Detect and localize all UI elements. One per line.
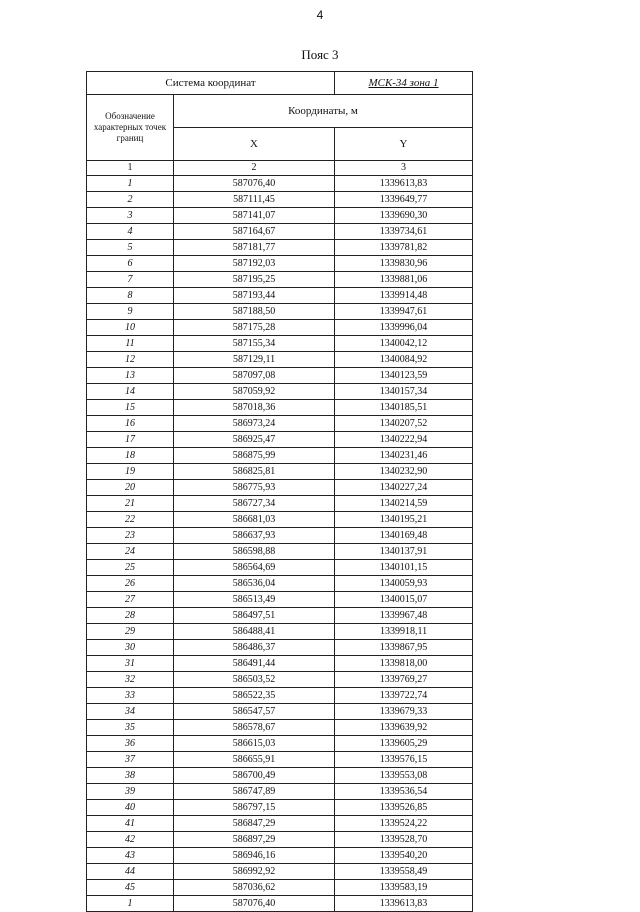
point-label: 45 — [87, 880, 174, 896]
y-value: 1339649,77 — [335, 192, 473, 208]
table-row — [87, 688, 473, 704]
table-row — [87, 256, 473, 272]
y-value: 1339524,22 — [335, 816, 473, 832]
y-value: 1339536,54 — [335, 784, 473, 800]
x-value: 587111,45 — [174, 192, 335, 208]
y-value: 1340059,93 — [335, 576, 473, 592]
x-value: 586513,49 — [174, 592, 335, 608]
y-value: 1339605,29 — [335, 736, 473, 752]
table-row — [87, 480, 473, 496]
point-label: 18 — [87, 448, 174, 464]
table-row — [87, 448, 473, 464]
point-label: 36 — [87, 736, 174, 752]
table-row — [87, 720, 473, 736]
point-label: 27 — [87, 592, 174, 608]
table-row — [87, 624, 473, 640]
y-value: 1340185,51 — [335, 400, 473, 416]
x-value: 587175,28 — [174, 320, 335, 336]
point-label: 5 — [87, 240, 174, 256]
x-value: 586825,81 — [174, 464, 335, 480]
y-value: 1340227,24 — [335, 480, 473, 496]
point-label: 30 — [87, 640, 174, 656]
point-label: 17 — [87, 432, 174, 448]
x-value: 586578,67 — [174, 720, 335, 736]
x-value: 587155,34 — [174, 336, 335, 352]
table-row — [87, 192, 473, 208]
point-label: 40 — [87, 800, 174, 816]
point-label: 21 — [87, 496, 174, 512]
table-row — [87, 704, 473, 720]
y-value: 1339583,19 — [335, 880, 473, 896]
point-label: 4 — [87, 224, 174, 240]
x-value: 587059,92 — [174, 384, 335, 400]
point-label: 15 — [87, 400, 174, 416]
table-row — [87, 336, 473, 352]
table-row — [87, 848, 473, 864]
table-row — [87, 800, 473, 816]
coordinates-table-body — [87, 72, 473, 912]
y-value: 1340157,34 — [335, 384, 473, 400]
table-row — [87, 560, 473, 576]
x-value: 587076,40 — [174, 896, 335, 912]
column-number-3: 3 — [335, 161, 473, 176]
x-value: 587076,40 — [174, 176, 335, 192]
x-value: 586897,29 — [174, 832, 335, 848]
y-value: 1339967,48 — [335, 608, 473, 624]
point-label: 42 — [87, 832, 174, 848]
y-value: 1340015,07 — [335, 592, 473, 608]
table-row — [87, 544, 473, 560]
y-value: 1339867,95 — [335, 640, 473, 656]
point-label: 38 — [87, 768, 174, 784]
y-value: 1339914,48 — [335, 288, 473, 304]
x-value: 587097,08 — [174, 368, 335, 384]
x-value: 586536,04 — [174, 576, 335, 592]
table-row — [87, 288, 473, 304]
y-value: 1339679,33 — [335, 704, 473, 720]
table-row — [87, 640, 473, 656]
x-value: 587129,11 — [174, 352, 335, 368]
table-row — [87, 752, 473, 768]
x-value: 586992,92 — [174, 864, 335, 880]
table-row — [87, 400, 473, 416]
x-value: 586503,52 — [174, 672, 335, 688]
y-value: 1340101,15 — [335, 560, 473, 576]
point-label: 16 — [87, 416, 174, 432]
y-value: 1339769,27 — [335, 672, 473, 688]
table-row — [87, 608, 473, 624]
table-row — [87, 896, 473, 912]
point-label: 8 — [87, 288, 174, 304]
x-value: 586615,03 — [174, 736, 335, 752]
table-row — [87, 432, 473, 448]
y-value: 1339639,92 — [335, 720, 473, 736]
table-row — [87, 672, 473, 688]
point-label: 19 — [87, 464, 174, 480]
y-value: 1339558,49 — [335, 864, 473, 880]
y-value: 1340084,92 — [335, 352, 473, 368]
point-label: 29 — [87, 624, 174, 640]
y-value: 1339690,30 — [335, 208, 473, 224]
y-value: 1339947,61 — [335, 304, 473, 320]
table-row — [87, 464, 473, 480]
table-row — [87, 368, 473, 384]
point-label: 6 — [87, 256, 174, 272]
point-label: 14 — [87, 384, 174, 400]
y-value: 1340195,21 — [335, 512, 473, 528]
y-value: 1339526,85 — [335, 800, 473, 816]
table-row — [87, 352, 473, 368]
table-row — [87, 416, 473, 432]
x-value: 587188,50 — [174, 304, 335, 320]
coordinate-system-value: МСК-34 зона 1 — [335, 72, 473, 95]
y-value: 1339734,61 — [335, 224, 473, 240]
table-row — [87, 816, 473, 832]
x-value: 586598,88 — [174, 544, 335, 560]
table-row — [87, 656, 473, 672]
point-label: 13 — [87, 368, 174, 384]
coords-header-row — [87, 95, 473, 128]
table-row — [87, 528, 473, 544]
point-label: 41 — [87, 816, 174, 832]
y-value: 1340214,59 — [335, 496, 473, 512]
table-row — [87, 240, 473, 256]
table-row — [87, 736, 473, 752]
coordinate-system-label: Система координат — [87, 72, 335, 95]
y-value: 1339613,83 — [335, 896, 473, 912]
x-value: 587181,77 — [174, 240, 335, 256]
y-value: 1339540,20 — [335, 848, 473, 864]
y-value: 1339553,08 — [335, 768, 473, 784]
point-label: 9 — [87, 304, 174, 320]
table-row — [87, 832, 473, 848]
x-value: 586847,29 — [174, 816, 335, 832]
y-value: 1340123,59 — [335, 368, 473, 384]
x-value: 586488,41 — [174, 624, 335, 640]
points-header: Обозначение характерных точек границ — [87, 95, 174, 161]
table-row — [87, 320, 473, 336]
x-value: 587164,67 — [174, 224, 335, 240]
y-value: 1339781,82 — [335, 240, 473, 256]
table-row — [87, 496, 473, 512]
y-value: 1339881,06 — [335, 272, 473, 288]
y-value: 1339918,11 — [335, 624, 473, 640]
point-label: 25 — [87, 560, 174, 576]
y-value: 1339722,74 — [335, 688, 473, 704]
point-label: 23 — [87, 528, 174, 544]
point-label: 35 — [87, 720, 174, 736]
x-value: 586875,99 — [174, 448, 335, 464]
coords-header: Координаты, м — [174, 95, 473, 128]
y-value: 1340231,46 — [335, 448, 473, 464]
point-label: 11 — [87, 336, 174, 352]
x-value: 586925,47 — [174, 432, 335, 448]
x-value: 586727,34 — [174, 496, 335, 512]
x-value: 586655,91 — [174, 752, 335, 768]
x-value: 586547,57 — [174, 704, 335, 720]
x-value: 586491,44 — [174, 656, 335, 672]
point-label: 26 — [87, 576, 174, 592]
x-value: 587036,62 — [174, 880, 335, 896]
system-row — [87, 72, 473, 95]
column-number-1: 1 — [87, 161, 174, 176]
point-label: 24 — [87, 544, 174, 560]
table-row — [87, 224, 473, 240]
point-label: 3 — [87, 208, 174, 224]
x-value: 587018,36 — [174, 400, 335, 416]
x-value: 586681,03 — [174, 512, 335, 528]
point-label: 1 — [87, 176, 174, 192]
point-label: 37 — [87, 752, 174, 768]
table-row — [87, 784, 473, 800]
point-label: 7 — [87, 272, 174, 288]
point-label: 28 — [87, 608, 174, 624]
point-label: 31 — [87, 656, 174, 672]
point-label: 20 — [87, 480, 174, 496]
point-label: 1 — [87, 896, 174, 912]
table-row — [87, 272, 473, 288]
y-value: 1340222,94 — [335, 432, 473, 448]
x-value: 587192,03 — [174, 256, 335, 272]
point-label: 22 — [87, 512, 174, 528]
y-value: 1340169,48 — [335, 528, 473, 544]
y-value: 1339528,70 — [335, 832, 473, 848]
x-value: 587141,07 — [174, 208, 335, 224]
table-row — [87, 384, 473, 400]
point-label: 43 — [87, 848, 174, 864]
x-value: 587193,44 — [174, 288, 335, 304]
table-row — [87, 768, 473, 784]
x-value: 586797,15 — [174, 800, 335, 816]
x-value: 586486,37 — [174, 640, 335, 656]
x-value: 586775,93 — [174, 480, 335, 496]
point-label: 39 — [87, 784, 174, 800]
zone-title: Пояс 3 — [301, 47, 339, 62]
y-value: 1339830,96 — [335, 256, 473, 272]
table-row — [87, 176, 473, 192]
column-number-2: 2 — [174, 161, 335, 176]
y-value: 1339996,04 — [335, 320, 473, 336]
coordinates-table — [86, 71, 473, 912]
point-label: 2 — [87, 192, 174, 208]
y-value: 1339818,00 — [335, 656, 473, 672]
y-value: 1340207,52 — [335, 416, 473, 432]
x-header: X — [174, 128, 335, 161]
y-value: 1339576,15 — [335, 752, 473, 768]
x-value: 586973,24 — [174, 416, 335, 432]
x-value: 586564,69 — [174, 560, 335, 576]
y-value: 1340137,91 — [335, 544, 473, 560]
table-row — [87, 880, 473, 896]
point-label: 10 — [87, 320, 174, 336]
y-value: 1340042,12 — [335, 336, 473, 352]
column-number-row — [87, 161, 473, 176]
x-value: 586637,93 — [174, 528, 335, 544]
table-row — [87, 864, 473, 880]
x-value: 586747,89 — [174, 784, 335, 800]
point-label: 33 — [87, 688, 174, 704]
y-header: Y — [335, 128, 473, 161]
point-label: 32 — [87, 672, 174, 688]
x-value: 586497,51 — [174, 608, 335, 624]
page-number: 4 — [316, 8, 324, 22]
y-value: 1339613,83 — [335, 176, 473, 192]
table-row — [87, 304, 473, 320]
point-label: 44 — [87, 864, 174, 880]
table-row — [87, 592, 473, 608]
table-row — [87, 576, 473, 592]
point-label: 34 — [87, 704, 174, 720]
x-value: 587195,25 — [174, 272, 335, 288]
y-value: 1340232,90 — [335, 464, 473, 480]
x-value: 586946,16 — [174, 848, 335, 864]
point-label: 12 — [87, 352, 174, 368]
table-row — [87, 208, 473, 224]
x-value: 586700,49 — [174, 768, 335, 784]
table-row — [87, 512, 473, 528]
x-value: 586522,35 — [174, 688, 335, 704]
